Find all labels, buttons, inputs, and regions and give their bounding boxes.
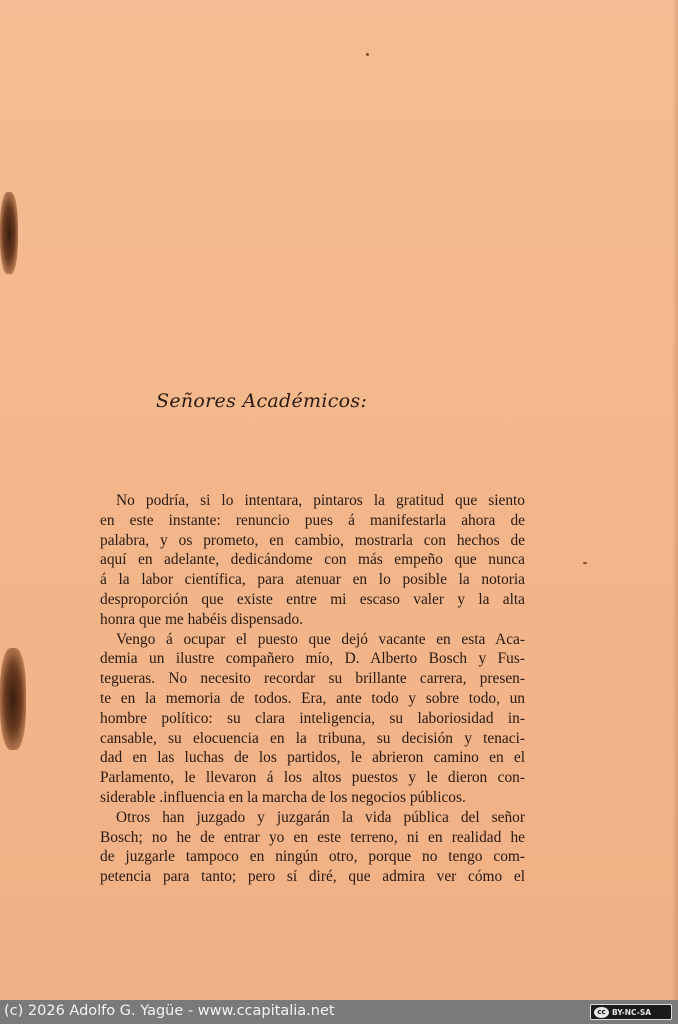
body-text [100,491,525,887]
copyright-credit: (c) 2026 Adolfo G. Yagüe - www.ccapitalia.net [4,1003,335,1019]
text-line: honra que me habéis dispensado. [100,610,304,628]
text-line: te en la memoria de todos. Era, ante todo y sobre todo, un [100,689,525,707]
text-line: palabra, y os prometo, en cambio, mostrarla con hechos de [100,531,525,549]
text-line: cansable, su elocuencia en la tribuna, su decisión y tenaci- [100,729,525,747]
text-line: de juzgarle tampoco en ningún otro, porque no tengo com- [100,848,525,866]
footer-bar [0,1000,678,1024]
text-line: en este instante: renuncio pues á manifestarla ahora de [100,511,525,529]
cc-license-badge [590,1004,672,1020]
text-line: siderable .influencia en la marcha de los negocios públicos. [100,788,466,806]
text-line: Parlamento, le llevaron á los altos puestos y le dieron con- [100,769,525,787]
text-line: Bosch; no he de entrar yo en este terreno, ni en realidad he [100,828,525,846]
binding-hole-mark [0,648,26,750]
text-line: hombre político: su clara inteligencia, su laboriosidad in- [100,709,525,727]
text-line: desproporción que existe entre mi escaso valer y la alta [100,590,525,608]
license-label: BY-NC-SA [612,1007,652,1017]
paper-speck [583,562,587,564]
text-line: tegueras. No necesito recordar su brillante carrera, presen- [100,670,525,688]
text-line: No podría, si lo intentara, pintaros la gratitud que siento [116,492,525,509]
binding-hole-mark [0,192,18,274]
text-line: Otros han juzgado y juzgarán la vida pública del señor [116,808,525,826]
paper-speck [366,53,369,56]
text-line: petencia para tanto; pero sí diré, que admira ver cómo el [100,868,525,886]
text-line: dad en las luchas de los partidos, le abrieron camino en el [100,749,525,767]
page-heading: Señores Académicos: [156,390,368,412]
text-line: á la labor científica, para atenuar en lo posible la notoria [100,571,525,589]
text-line: aquí en adelante, dedicándome con más empeño que nunca [100,551,525,569]
text-line: Vengo á ocupar el puesto que dejó vacante en esta Aca- [116,630,525,648]
cc-icon: cc [594,1007,609,1018]
text-line: demia un ilustre compañero mío, D. Alberto Bosch y Fus- [100,650,525,668]
page-edge-shadow [672,0,678,1000]
